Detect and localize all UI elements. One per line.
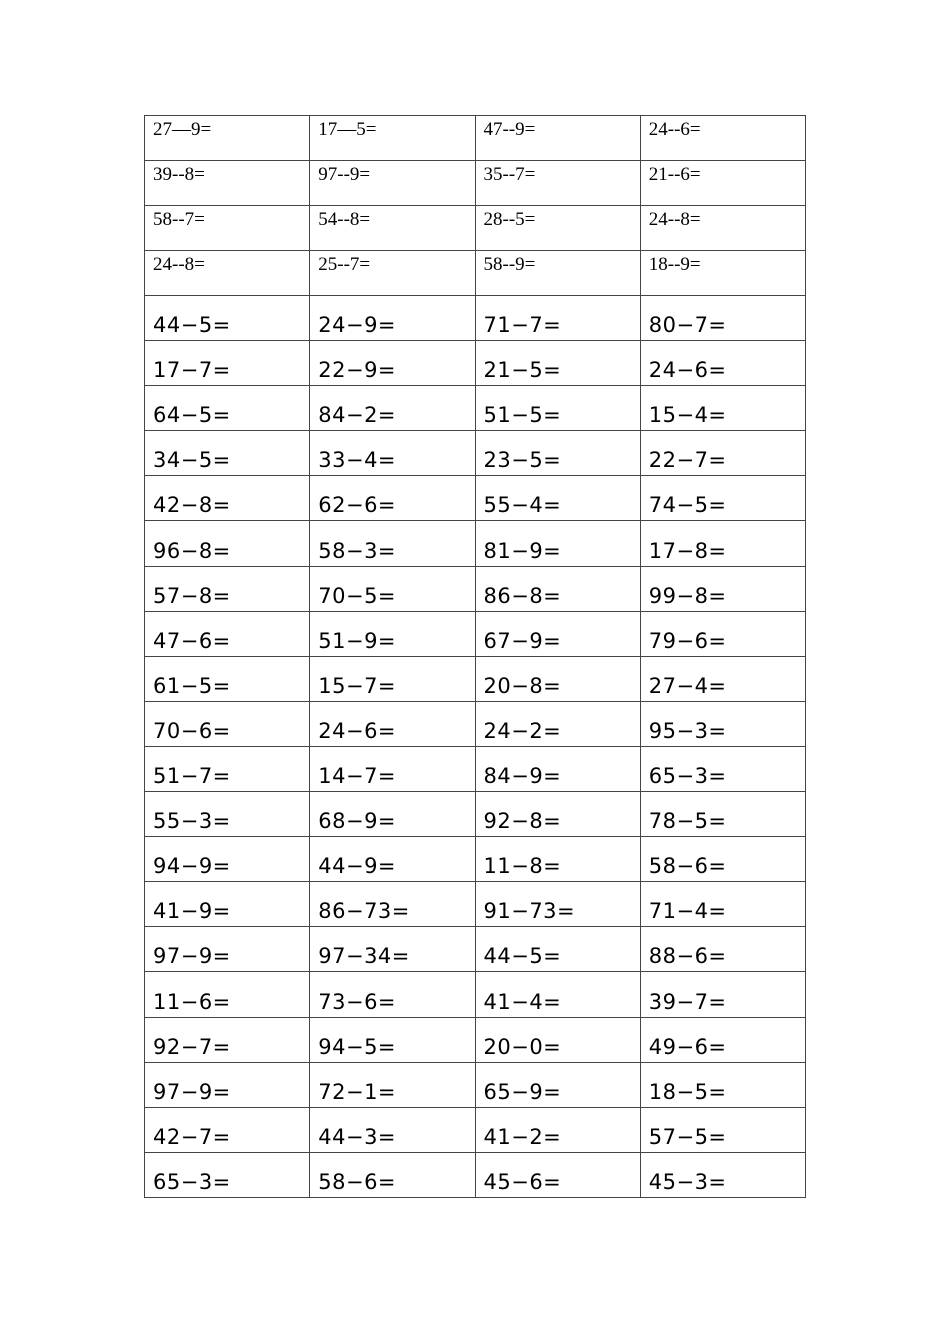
worksheet-row bbox=[145, 341, 806, 386]
problem-cell: 58−6= bbox=[310, 1152, 475, 1197]
problem-cell: 25--7= bbox=[310, 251, 475, 296]
problem-cell: 41−9= bbox=[145, 882, 310, 927]
problem-cell: 64−5= bbox=[145, 386, 310, 431]
problem-cell: 92−8= bbox=[475, 792, 640, 837]
problem-cell: 47−6= bbox=[145, 611, 310, 656]
problem-cell: 24−9= bbox=[310, 296, 475, 341]
problem-cell: 97--9= bbox=[310, 161, 475, 206]
problem-cell: 44−3= bbox=[310, 1107, 475, 1152]
worksheet-row bbox=[145, 837, 806, 882]
problem-cell: 86−73= bbox=[310, 882, 475, 927]
problem-cell: 62−6= bbox=[310, 476, 475, 521]
worksheet-row bbox=[145, 1062, 806, 1107]
problem-cell: 14−7= bbox=[310, 746, 475, 791]
subtraction-worksheet-table bbox=[144, 115, 806, 1198]
worksheet-row bbox=[145, 431, 806, 476]
problem-cell: 94−9= bbox=[145, 837, 310, 882]
problem-cell: 57−5= bbox=[640, 1107, 805, 1152]
problem-cell: 11−8= bbox=[475, 837, 640, 882]
problem-cell: 80−7= bbox=[640, 296, 805, 341]
problem-cell: 24--8= bbox=[145, 251, 310, 296]
worksheet-row bbox=[145, 972, 806, 1017]
problem-cell: 24−6= bbox=[310, 701, 475, 746]
problem-cell: 22−9= bbox=[310, 341, 475, 386]
problem-cell: 65−3= bbox=[640, 746, 805, 791]
worksheet-row bbox=[145, 386, 806, 431]
problem-cell: 44−5= bbox=[475, 927, 640, 972]
problem-cell: 49−6= bbox=[640, 1017, 805, 1062]
problem-cell: 57−8= bbox=[145, 566, 310, 611]
worksheet-row bbox=[145, 566, 806, 611]
problem-cell: 17−7= bbox=[145, 341, 310, 386]
problem-cell: 15−4= bbox=[640, 386, 805, 431]
problem-cell: 97−34= bbox=[310, 927, 475, 972]
problem-cell: 20−8= bbox=[475, 656, 640, 701]
worksheet-row bbox=[145, 927, 806, 972]
problem-cell: 23−5= bbox=[475, 431, 640, 476]
worksheet-row bbox=[145, 116, 806, 161]
problem-cell: 71−4= bbox=[640, 882, 805, 927]
problem-cell: 65−9= bbox=[475, 1062, 640, 1107]
problem-cell: 41−4= bbox=[475, 972, 640, 1017]
problem-cell: 99−8= bbox=[640, 566, 805, 611]
problem-cell: 45−3= bbox=[640, 1152, 805, 1197]
problem-cell: 55−4= bbox=[475, 476, 640, 521]
problem-cell: 33−4= bbox=[310, 431, 475, 476]
problem-cell: 24--6= bbox=[640, 116, 805, 161]
problem-cell: 39--8= bbox=[145, 161, 310, 206]
problem-cell: 20−0= bbox=[475, 1017, 640, 1062]
problem-cell: 58--7= bbox=[145, 206, 310, 251]
problem-cell: 24−6= bbox=[640, 341, 805, 386]
problem-cell: 65−3= bbox=[145, 1152, 310, 1197]
worksheet-row bbox=[145, 746, 806, 791]
problem-cell: 73−6= bbox=[310, 972, 475, 1017]
problem-cell: 88−6= bbox=[640, 927, 805, 972]
problem-cell: 70−5= bbox=[310, 566, 475, 611]
problem-cell: 17—5= bbox=[310, 116, 475, 161]
problem-cell: 47--9= bbox=[475, 116, 640, 161]
worksheet-row bbox=[145, 296, 806, 341]
problem-cell: 51−7= bbox=[145, 746, 310, 791]
problem-cell: 97−9= bbox=[145, 1062, 310, 1107]
problem-cell: 39−7= bbox=[640, 972, 805, 1017]
worksheet-row bbox=[145, 521, 806, 566]
problem-cell: 84−2= bbox=[310, 386, 475, 431]
problem-cell: 68−9= bbox=[310, 792, 475, 837]
problem-cell: 28--5= bbox=[475, 206, 640, 251]
problem-cell: 86−8= bbox=[475, 566, 640, 611]
problem-cell: 58−3= bbox=[310, 521, 475, 566]
worksheet-row bbox=[145, 701, 806, 746]
problem-cell: 74−5= bbox=[640, 476, 805, 521]
problem-cell: 45−6= bbox=[475, 1152, 640, 1197]
problem-cell: 44−5= bbox=[145, 296, 310, 341]
problem-cell: 58−6= bbox=[640, 837, 805, 882]
problem-cell: 42−7= bbox=[145, 1107, 310, 1152]
problem-cell: 78−5= bbox=[640, 792, 805, 837]
worksheet-row bbox=[145, 251, 806, 296]
worksheet-row bbox=[145, 1107, 806, 1152]
problem-cell: 51−9= bbox=[310, 611, 475, 656]
problem-cell: 72−1= bbox=[310, 1062, 475, 1107]
problem-cell: 24--8= bbox=[640, 206, 805, 251]
worksheet-row bbox=[145, 161, 806, 206]
problem-cell: 22−7= bbox=[640, 431, 805, 476]
problem-cell: 70−6= bbox=[145, 701, 310, 746]
problem-cell: 27−4= bbox=[640, 656, 805, 701]
problem-cell: 15−7= bbox=[310, 656, 475, 701]
problem-cell: 67−9= bbox=[475, 611, 640, 656]
problem-cell: 18−5= bbox=[640, 1062, 805, 1107]
worksheet-row bbox=[145, 792, 806, 837]
problem-cell: 34−5= bbox=[145, 431, 310, 476]
problem-cell: 51−5= bbox=[475, 386, 640, 431]
worksheet-row bbox=[145, 611, 806, 656]
worksheet-row bbox=[145, 882, 806, 927]
problem-cell: 94−5= bbox=[310, 1017, 475, 1062]
problem-cell: 97−9= bbox=[145, 927, 310, 972]
problem-cell: 44−9= bbox=[310, 837, 475, 882]
problem-cell: 91−73= bbox=[475, 882, 640, 927]
problem-cell: 81−9= bbox=[475, 521, 640, 566]
worksheet-row bbox=[145, 1017, 806, 1062]
problem-cell: 21--6= bbox=[640, 161, 805, 206]
problem-cell: 79−6= bbox=[640, 611, 805, 656]
problem-cell: 71−7= bbox=[475, 296, 640, 341]
problem-cell: 95−3= bbox=[640, 701, 805, 746]
problem-cell: 96−8= bbox=[145, 521, 310, 566]
problem-cell: 42−8= bbox=[145, 476, 310, 521]
problem-cell: 84−9= bbox=[475, 746, 640, 791]
problem-cell: 18--9= bbox=[640, 251, 805, 296]
worksheet-row bbox=[145, 476, 806, 521]
worksheet-row bbox=[145, 656, 806, 701]
problem-cell: 54--8= bbox=[310, 206, 475, 251]
problem-cell: 58--9= bbox=[475, 251, 640, 296]
problem-cell: 11−6= bbox=[145, 972, 310, 1017]
problem-cell: 55−3= bbox=[145, 792, 310, 837]
problem-cell: 41−2= bbox=[475, 1107, 640, 1152]
problem-cell: 27—9= bbox=[145, 116, 310, 161]
problem-cell: 92−7= bbox=[145, 1017, 310, 1062]
problem-cell: 61−5= bbox=[145, 656, 310, 701]
problem-cell: 24−2= bbox=[475, 701, 640, 746]
worksheet-row bbox=[145, 206, 806, 251]
problem-cell: 35--7= bbox=[475, 161, 640, 206]
problem-cell: 21−5= bbox=[475, 341, 640, 386]
problem-cell: 17−8= bbox=[640, 521, 805, 566]
worksheet-row bbox=[145, 1152, 806, 1197]
